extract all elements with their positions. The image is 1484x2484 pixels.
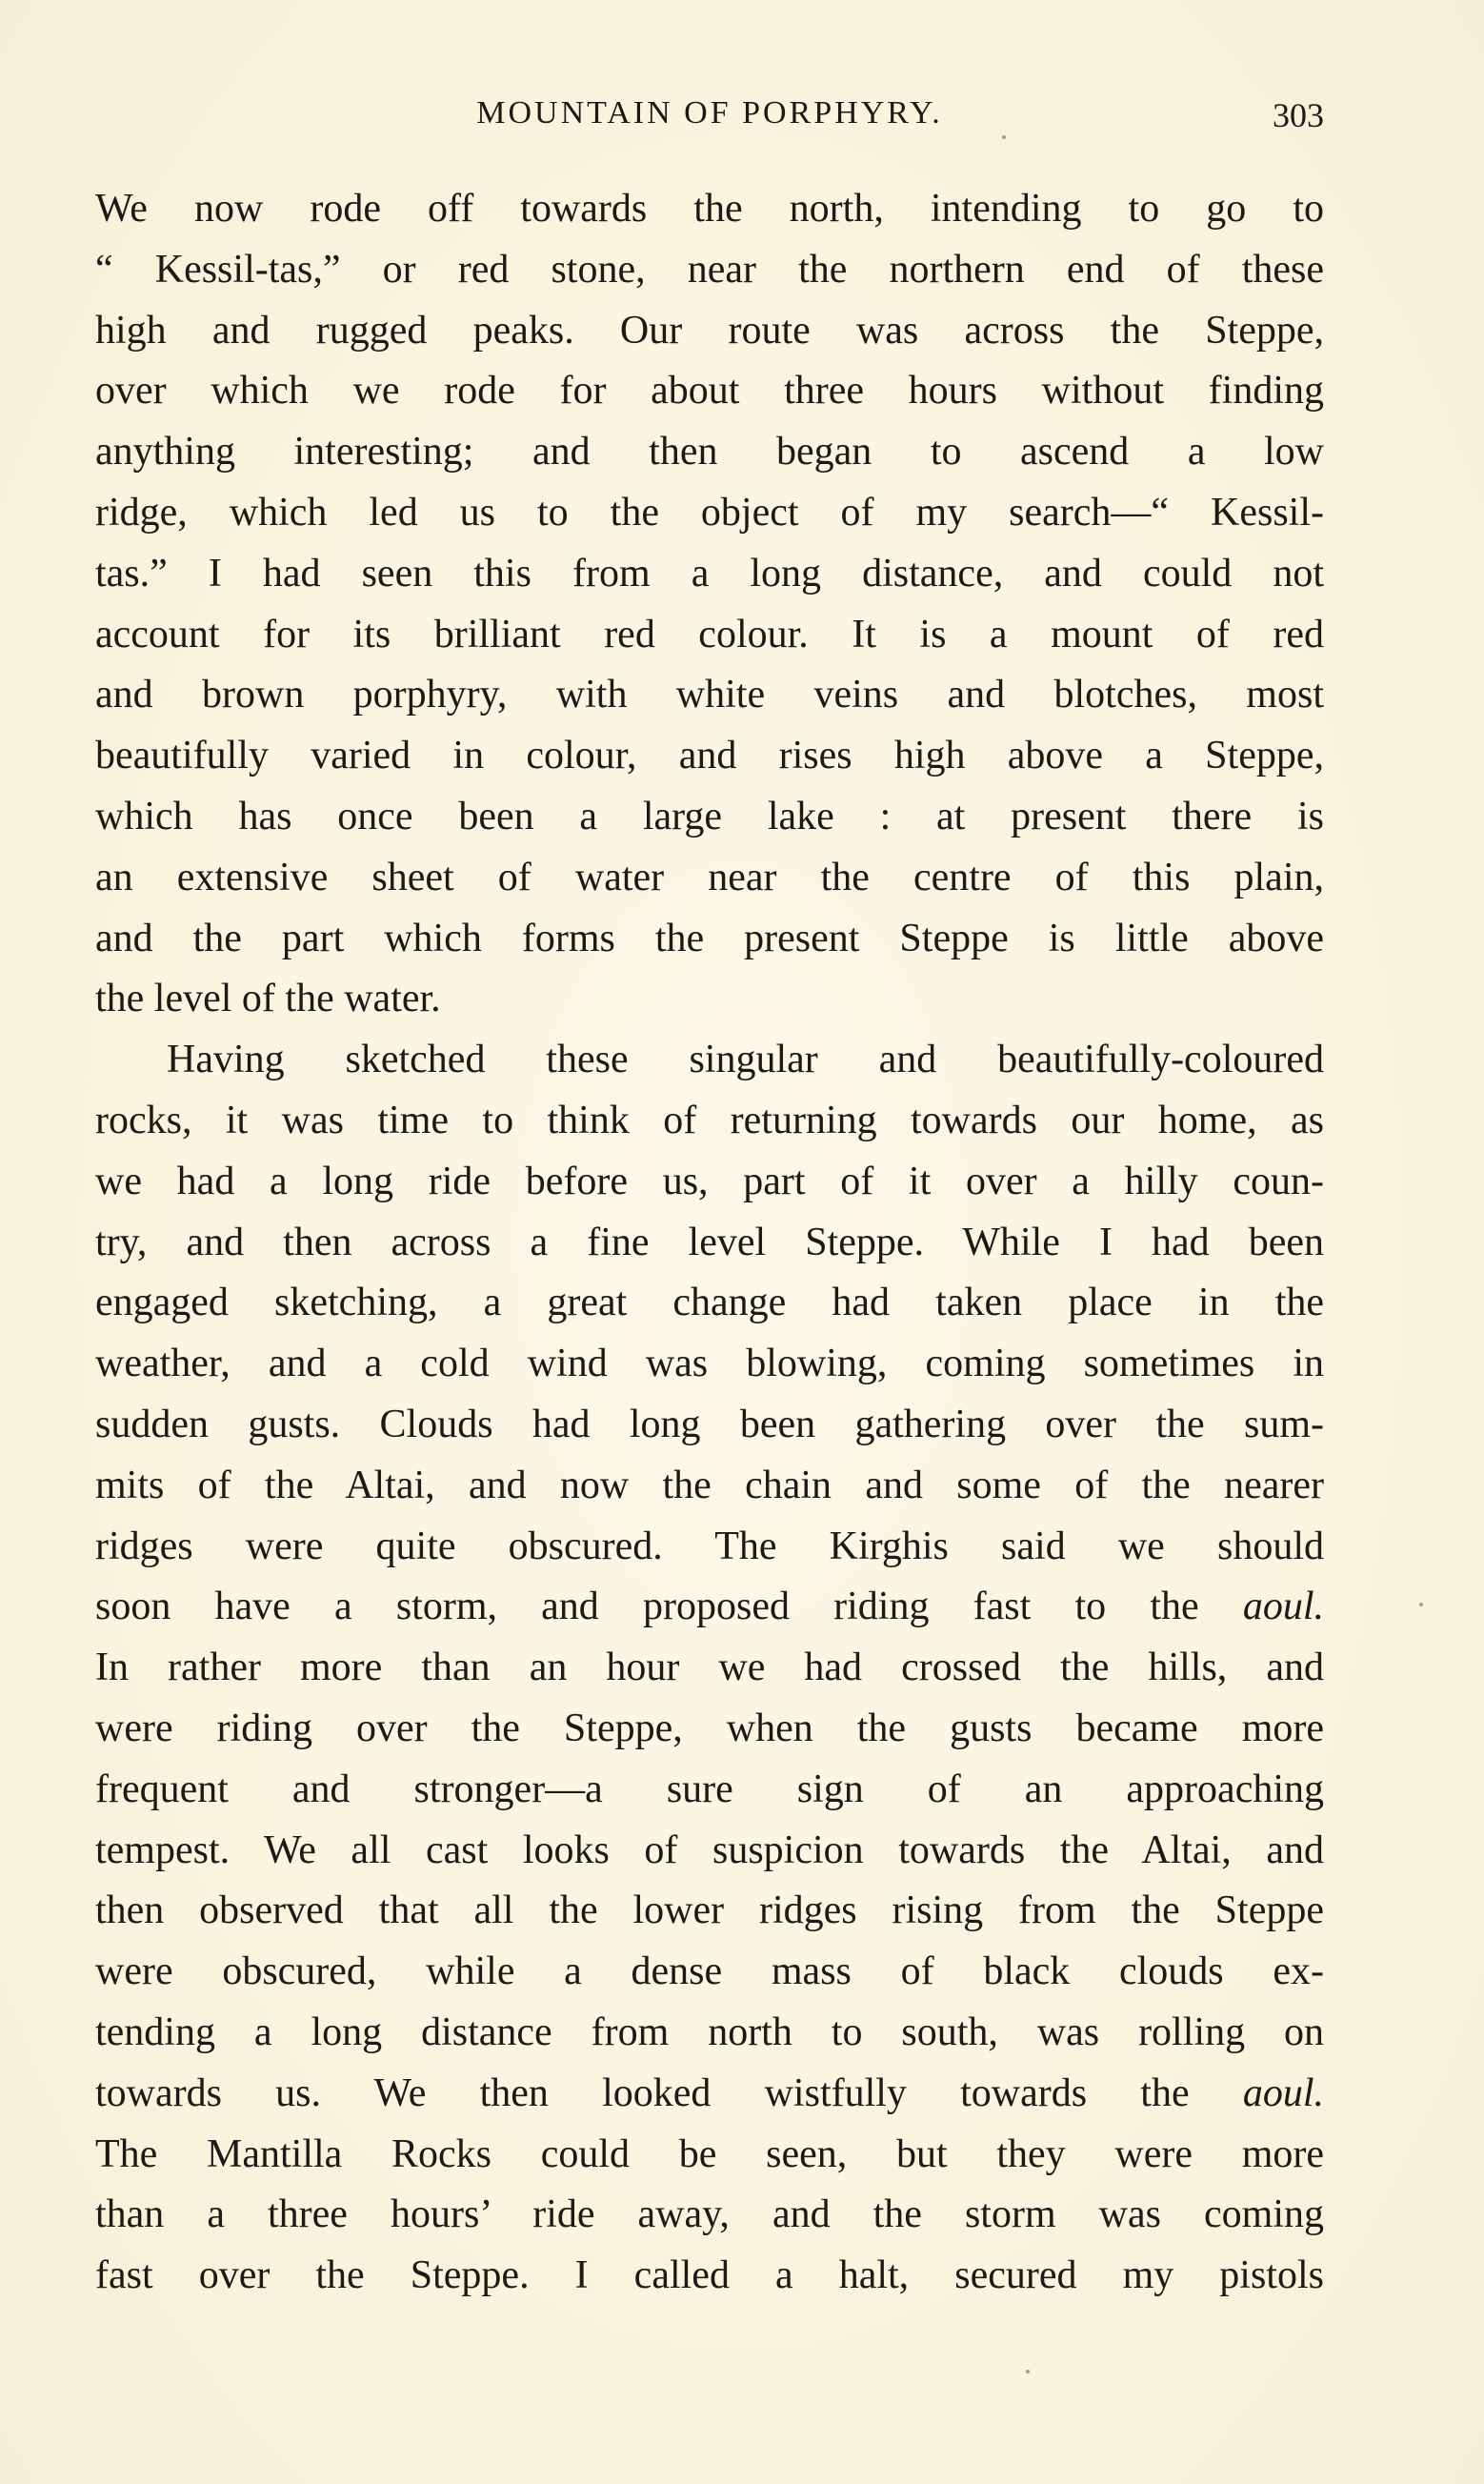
text-line — [95, 1577, 1324, 1638]
body-text — [95, 179, 1324, 2307]
text-line-main: towards us. We then looked wistfully towards the — [95, 2070, 1190, 2115]
text-line: tas.” I had seen this from a long distance, and could not — [95, 551, 1324, 596]
text-line: We now rode off towards the north, intending to go to — [95, 187, 1324, 231]
page-number: 303 — [1273, 96, 1324, 134]
text-line: ridges were quite obscured. The Kirghis said we should — [95, 1524, 1324, 1568]
text-line: the level of the water. — [95, 977, 441, 1021]
text-line: Having sketched these singular and beautifully-coloured — [167, 1038, 1324, 1082]
text-line: over which we rode for about three hours without finding — [95, 369, 1324, 414]
italic-word: aoul. — [1242, 2070, 1324, 2115]
text-line: “ Kessil-tas,” or red stone, near the northern end of these — [95, 247, 1324, 292]
text-line: than a three hours’ ride away, and the storm was coming — [95, 2192, 1324, 2237]
text-line: an extensive sheet of water near the centre of this plain, — [95, 855, 1324, 899]
text-line: ridge, which led us to the object of my search—“ Kessil- — [95, 490, 1324, 535]
text-line: sudden gusts. Clouds had long been gathering over the sum- — [95, 1402, 1324, 1446]
text-line: mits of the Altai, and now the chain and some of the nearer — [95, 1463, 1324, 1507]
paper-speck — [1026, 2370, 1030, 2373]
text-line: were obscured, while a dense mass of black clouds ex- — [95, 1949, 1324, 1994]
text-line: rocks, it was time to think of returning towards our home, as — [95, 1098, 1324, 1142]
text-line: anything interesting; and then began to ascend a low — [95, 430, 1324, 475]
text-line: weather, and a cold wind was blowing, coming sometimes in — [95, 1342, 1324, 1386]
text-line — [95, 2064, 1324, 2125]
text-line: The Mantilla Rocks could be seen, but they were more — [95, 2131, 1324, 2176]
text-line: account for its brilliant red colour. It is a mount of red — [95, 612, 1324, 656]
text-line-main: soon have a storm, and proposed riding fast to the — [95, 1585, 1199, 1629]
text-line: frequent and stronger—a sure sign of an approaching — [95, 1767, 1324, 1811]
text-line: and the part which forms the present Steppe is little above — [95, 916, 1324, 960]
paper-speck — [1419, 1603, 1423, 1606]
text-line: fast over the Steppe. I called a halt, secured my pistols — [95, 2253, 1324, 2298]
text-line: tempest. We all cast looks of suspicion towards the Altai, and — [95, 1828, 1324, 1872]
text-line: then observed that all the lower ridges rising from the Steppe — [95, 1888, 1324, 1933]
text-line: engaged sketching, a great change had taken place in the — [95, 1281, 1324, 1325]
text-line: we had a long ride before us, part of it over a hilly coun- — [95, 1159, 1324, 1203]
text-line: In rather more than an hour we had crossed the hills, and — [95, 1646, 1324, 1690]
text-line: beautifully varied in colour, and rises high above a Steppe, — [95, 734, 1324, 778]
running-title: MOUNTAIN OF PORPHYRY. — [476, 95, 943, 131]
text-line: try, and then across a fine level Steppe. While I had been — [95, 1220, 1324, 1264]
italic-word: aoul. — [1242, 1585, 1325, 1629]
text-line: tending a long distance from north to south, was rolling on — [95, 2009, 1324, 2054]
text-line: high and rugged peaks. Our route was across the Steppe, — [95, 308, 1324, 353]
text-line: were riding over the Steppe, when the gusts became more — [95, 1706, 1324, 1750]
text-line: and brown porphyry, with white veins and blotches, most — [95, 673, 1324, 717]
text-line: which has once been a large lake : at present there is — [95, 794, 1324, 838]
paper-speck — [1002, 135, 1006, 139]
running-head — [95, 91, 1324, 139]
